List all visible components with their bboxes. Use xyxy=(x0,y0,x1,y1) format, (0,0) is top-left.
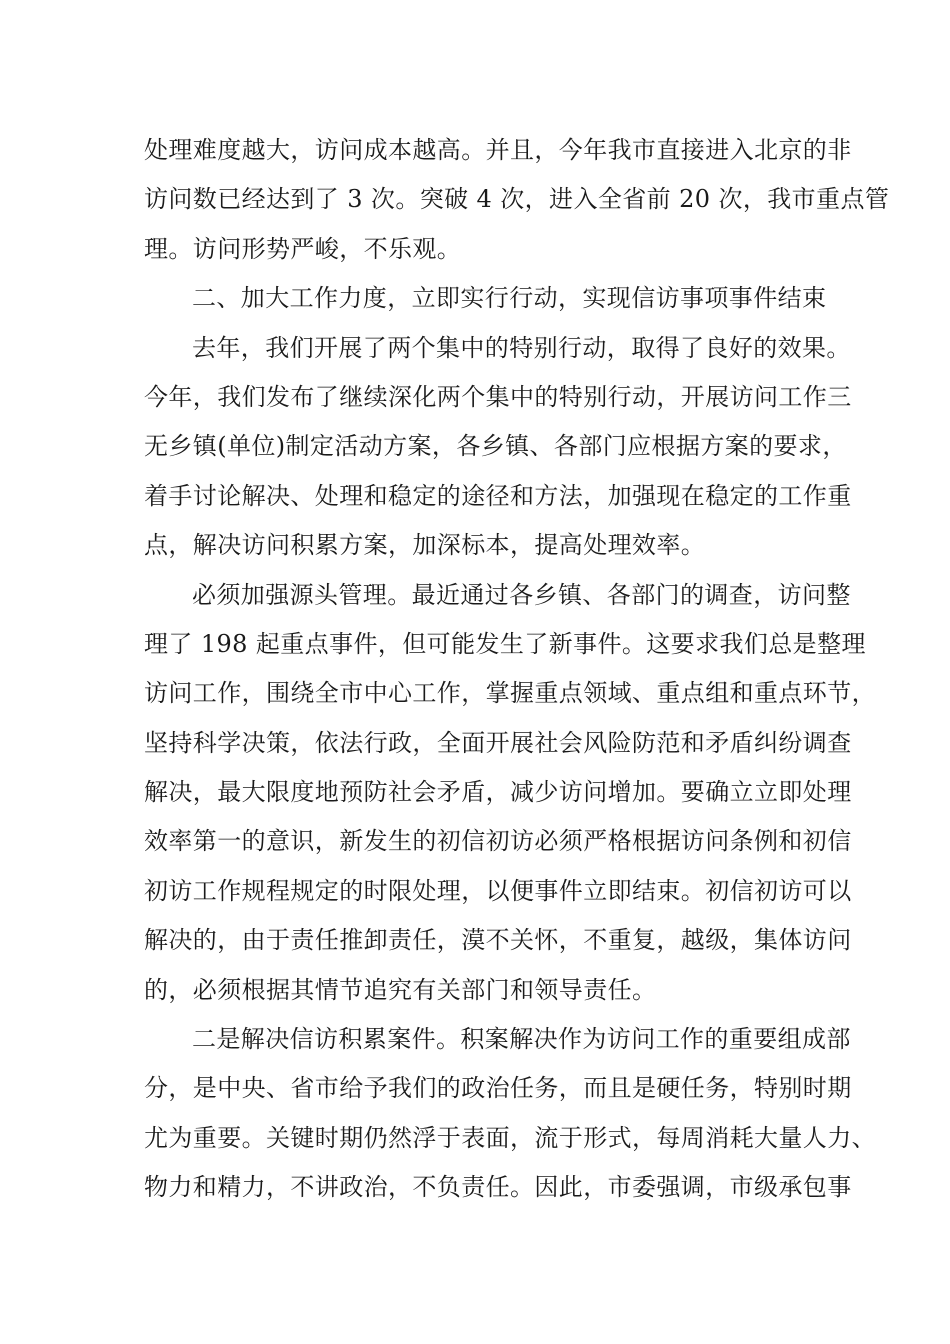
text-line: 物力和精力，不讲政治，不负责任。因此，市委强调，市级承包事 xyxy=(144,1173,852,1202)
text-line: 解决的，由于责任推卸责任，漠不关怀，不重复，越级，集体访问 xyxy=(144,926,852,955)
text-line: 理了 198 起重点事件，但可能发生了新事件。这要求我们总是整理 xyxy=(144,629,866,658)
text-line: 坚持科学决策，依法行政，全面开展社会风险防范和矛盾纠纷调查 xyxy=(144,728,852,757)
text-line: 分，是中央、省市给予我们的政治任务，而且是硬任务，特别时期 xyxy=(144,1074,852,1103)
text-line: 初访工作规程规定的时限处理，以便事件立即结束。初信初访可以 xyxy=(144,876,852,905)
text-line: 访问数已经达到了 3 次。突破 4 次，进入全省前 20 次，我市重点管 xyxy=(144,185,890,214)
paragraph-first-line: 二是解决信访积累案件。积案解决作为访问工作的重要组成部 xyxy=(192,1025,851,1054)
text-line: 访问工作，围绕全市中心工作，掌握重点领域、重点组和重点环节， xyxy=(144,679,876,708)
text-line: 处理难度越大，访问成本越高。并且，今年我市直接进入北京的非 xyxy=(144,136,852,164)
text-line: 理。访问形势严峻，不乐观。 xyxy=(144,234,462,263)
text-line: 着手讨论解决、处理和稳定的途径和方法，加强现在稳定的工作重 xyxy=(144,481,852,510)
text-line: 无乡镇(单位)制定活动方案，各乡镇、各部门应根据方案的要求， xyxy=(144,432,847,461)
paragraph-first-line: 二、加大工作力度，立即实行行动，实现信访事项事件结束 xyxy=(192,284,827,313)
document-body xyxy=(144,126,890,1213)
text-line: 尤为重要。关键时期仍然浮于表面，流于形式，每周消耗大量人力、 xyxy=(144,1123,876,1152)
text-line: 效率第一的意识，新发生的初信初访必须严格根据访问条例和初信 xyxy=(144,827,852,856)
text-line: 点，解决访问积累方案，加深标本，提高处理效率。 xyxy=(144,531,706,560)
text-line: 今年，我们发布了继续深化两个集中的特别行动，开展访问工作三 xyxy=(144,382,852,411)
text-line: 解决，最大限度地预防社会矛盾，减少访问增加。要确立立即处理 xyxy=(144,778,852,807)
text-line: 的，必须根据其情节追究有关部门和领导责任。 xyxy=(144,975,657,1004)
paragraph-first-line: 必须加强源头管理。最近通过各乡镇、各部门的调查，访问整 xyxy=(192,580,851,609)
paragraph-first-line: 去年，我们开展了两个集中的特别行动，取得了良好的效果。 xyxy=(192,333,851,362)
